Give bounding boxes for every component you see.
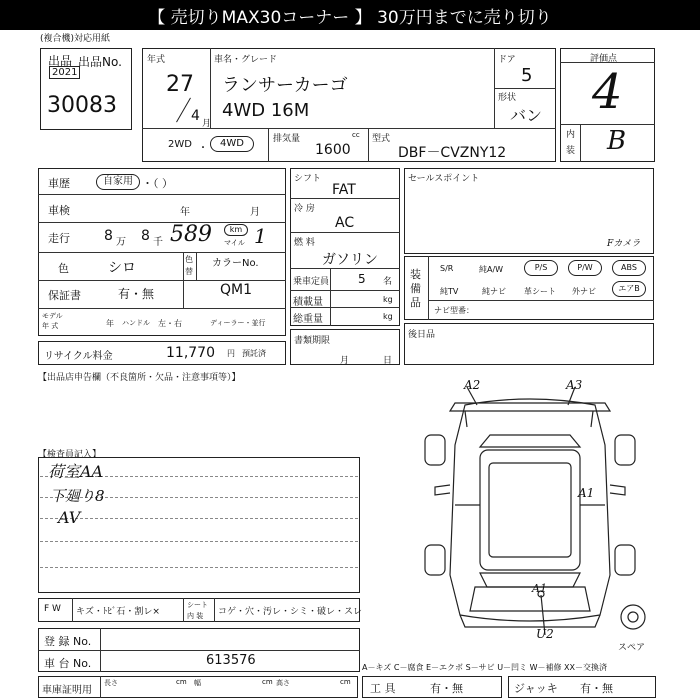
- fw-items: キズ・ﾄﾋﾞ石・割レ×: [76, 607, 160, 617]
- cert-length: 長さ: [104, 679, 118, 687]
- history-value-circled: 自家用: [96, 174, 140, 190]
- inspection-label: 車検: [48, 204, 70, 217]
- docs-day-unit: 日: [383, 356, 393, 366]
- recycle-note: 預託済: [242, 349, 266, 358]
- inspector-header: 【検査員記入】: [38, 450, 102, 460]
- door-label: ドア: [498, 55, 516, 65]
- chassis-value: 613576: [206, 653, 256, 668]
- model-year-label-top: モデル: [42, 312, 63, 320]
- cert-height-unit: cm: [340, 678, 351, 686]
- dealer-value: ディーラー・並行: [210, 319, 266, 327]
- docs-month-unit: 月: [340, 356, 350, 366]
- equip-navi-model: ナビ型番：: [434, 306, 474, 315]
- mileage-mile: マイル: [224, 239, 245, 247]
- drive-sep: ・: [198, 143, 208, 154]
- shape-value: バン: [510, 106, 543, 125]
- model-year-unit: 年: [106, 319, 114, 328]
- shape-label: 形状: [498, 93, 517, 103]
- equipment-label-2: 備: [410, 282, 421, 295]
- load-unit: kg: [383, 295, 393, 304]
- fw-seat-top: シート: [187, 601, 208, 609]
- model-year-label-bottom: 年 式: [42, 322, 59, 330]
- fuel-label: 燃 料: [294, 238, 315, 248]
- capacity-label: 乗車定員: [293, 277, 330, 287]
- equip-ps-circled: P/S: [524, 260, 558, 276]
- recycle-value: 11,770: [166, 345, 215, 361]
- equip-extnavi: 外ナビ: [572, 287, 596, 296]
- cert-height: 高さ: [276, 679, 290, 687]
- jack-value: 有・無: [580, 682, 613, 695]
- mileage-sen: 8: [141, 228, 150, 244]
- displacement-unit: cc: [352, 131, 360, 139]
- gross-label: 総重量: [293, 314, 323, 325]
- fw-label: F W: [44, 604, 61, 614]
- load-label: 積載量: [293, 297, 323, 308]
- docs-label: 書類期限: [294, 336, 331, 346]
- interior-label-bottom: 装: [566, 146, 576, 156]
- displacement-value: 1600: [315, 142, 351, 158]
- equip-leather: 革シート: [524, 287, 556, 296]
- equipment-label-1: 装: [410, 268, 421, 281]
- lot-label: 出品No.: [78, 55, 122, 69]
- mark-a1-bottom: A1: [532, 582, 547, 595]
- name-label: 車名・グレード: [214, 55, 278, 65]
- color-label: 色: [58, 262, 69, 275]
- equip-airbag-circled: エアB: [612, 281, 646, 297]
- inspection-month-unit: 月: [250, 207, 260, 218]
- mark-a3: A3: [566, 378, 583, 392]
- score-label: 評価点: [590, 54, 618, 64]
- chassis-label: 車 台 No.: [44, 657, 92, 670]
- equip-pw-circled: P/W: [568, 260, 602, 276]
- inspector-note-1: 荷室AA: [48, 462, 104, 481]
- equipment-label-3: 品: [410, 296, 421, 309]
- car-damage-diagram: [405, 375, 655, 645]
- equip-tv: 純TV: [440, 287, 459, 296]
- mileage-km-circled: km: [224, 224, 248, 236]
- cert-length-unit: cm: [176, 678, 187, 686]
- after-date-label: 後日品: [408, 330, 436, 340]
- warranty-label: 保証書: [48, 289, 81, 302]
- lot-year: 2021: [49, 66, 80, 79]
- color-repaint-bottom: 替: [185, 267, 193, 276]
- mileage-handwritten-2: 1: [254, 224, 267, 248]
- mileage-handwritten: 589: [170, 222, 212, 247]
- capacity-unit: 名: [383, 277, 393, 287]
- model-value: DBF－CVZNY12: [398, 145, 507, 161]
- recycle-label: リサイクル料金: [44, 351, 113, 362]
- gross-unit: kg: [383, 312, 393, 321]
- name-line2: 4WD 16M: [222, 100, 310, 121]
- year-month-unit: 月: [202, 119, 212, 129]
- model-label: 型式: [372, 134, 391, 144]
- color-value: シロ: [108, 260, 136, 276]
- color-no-value: QM1: [220, 282, 253, 298]
- lot-number: 30083: [47, 93, 117, 118]
- displacement-label: 排気量: [273, 134, 301, 144]
- shift-value: FAT: [332, 182, 356, 198]
- handle-value: 左・右: [158, 319, 182, 328]
- mileage-man: 8: [104, 228, 113, 244]
- fw-seat-bottom: 内 装: [187, 612, 204, 620]
- shift-label: シフト: [294, 174, 322, 184]
- mileage-man-unit: 万: [116, 237, 126, 248]
- mark-u2: U2: [536, 627, 554, 641]
- equip-abs-circled: ABS: [612, 260, 646, 276]
- certificate-label: 車庫証明用: [42, 685, 92, 696]
- tools-label: 工 具: [370, 682, 396, 695]
- sales-point-label: セールスポイント: [408, 174, 480, 184]
- year-value: 27: [166, 72, 194, 97]
- notes-header: 【出品店申告欄（不良箇所・欠品・注意事項等）】: [38, 373, 241, 383]
- door-value: 5: [521, 65, 533, 86]
- mark-a1-right: A1: [578, 486, 595, 500]
- jack-label: ジャッキ: [514, 682, 558, 695]
- mark-a2: A2: [464, 378, 481, 392]
- year-month: 4: [191, 108, 200, 124]
- interior-value: B: [607, 126, 627, 156]
- damage-legend: A－キズ C－腐食 E－エクボ S－サビ U－凹ミ W－補修 XX－交換済: [362, 663, 608, 672]
- capacity-value: 5: [358, 272, 366, 286]
- year-label: 年式: [147, 55, 166, 65]
- mark-spare: スペア: [618, 643, 646, 653]
- ac-value: AC: [335, 215, 355, 231]
- tools-value: 有・無: [430, 682, 463, 695]
- drive-2wd: 2WD: [168, 139, 192, 150]
- subhead: (複合機)対応用紙: [40, 34, 111, 44]
- mileage-label: 走行: [48, 232, 70, 245]
- after-date-box: [404, 323, 654, 365]
- inspector-note-2: 下廻り8: [50, 487, 105, 505]
- cert-width: 幅: [194, 679, 201, 687]
- color-repaint-top: 色: [185, 255, 193, 264]
- fuel-value: ガソリン: [322, 252, 378, 268]
- lot-label-prefix: 出品: [48, 54, 73, 68]
- equip-sr: S/R: [440, 264, 454, 273]
- fw-seat-items: コゲ・穴・汚レ・シミ・破レ・スレ: [218, 607, 363, 617]
- drive-4wd-circled: 4WD: [210, 136, 254, 152]
- history-label: 車歴: [48, 177, 70, 190]
- name-line1: ランサーカーゴ: [222, 75, 348, 96]
- interior-label-top: 内: [566, 130, 576, 140]
- color-no-label: カラーNo.: [212, 258, 259, 269]
- inspector-note-3: AV: [58, 508, 81, 527]
- registration-label: 登 録 No.: [44, 635, 92, 648]
- handle-label: ハンドル: [122, 319, 150, 327]
- inspection-year-unit: 年: [180, 207, 190, 218]
- ac-label: 冷 房: [294, 204, 315, 214]
- recycle-unit: 円: [227, 349, 235, 358]
- equip-aw: 純A/W: [479, 265, 504, 274]
- score-value: 4: [592, 64, 623, 120]
- warranty-value: 有・無: [118, 287, 155, 301]
- mileage-sen-unit: 千: [153, 237, 163, 248]
- equip-navi: 純ナビ: [482, 287, 506, 296]
- banner-text: 【 売切りMAX30コーナー 】 30万円までに売り切り: [148, 8, 552, 28]
- cert-width-unit: cm: [262, 678, 273, 686]
- sales-point-note: Fカメラ: [607, 239, 641, 249]
- history-rest: ・（ ）: [142, 177, 173, 190]
